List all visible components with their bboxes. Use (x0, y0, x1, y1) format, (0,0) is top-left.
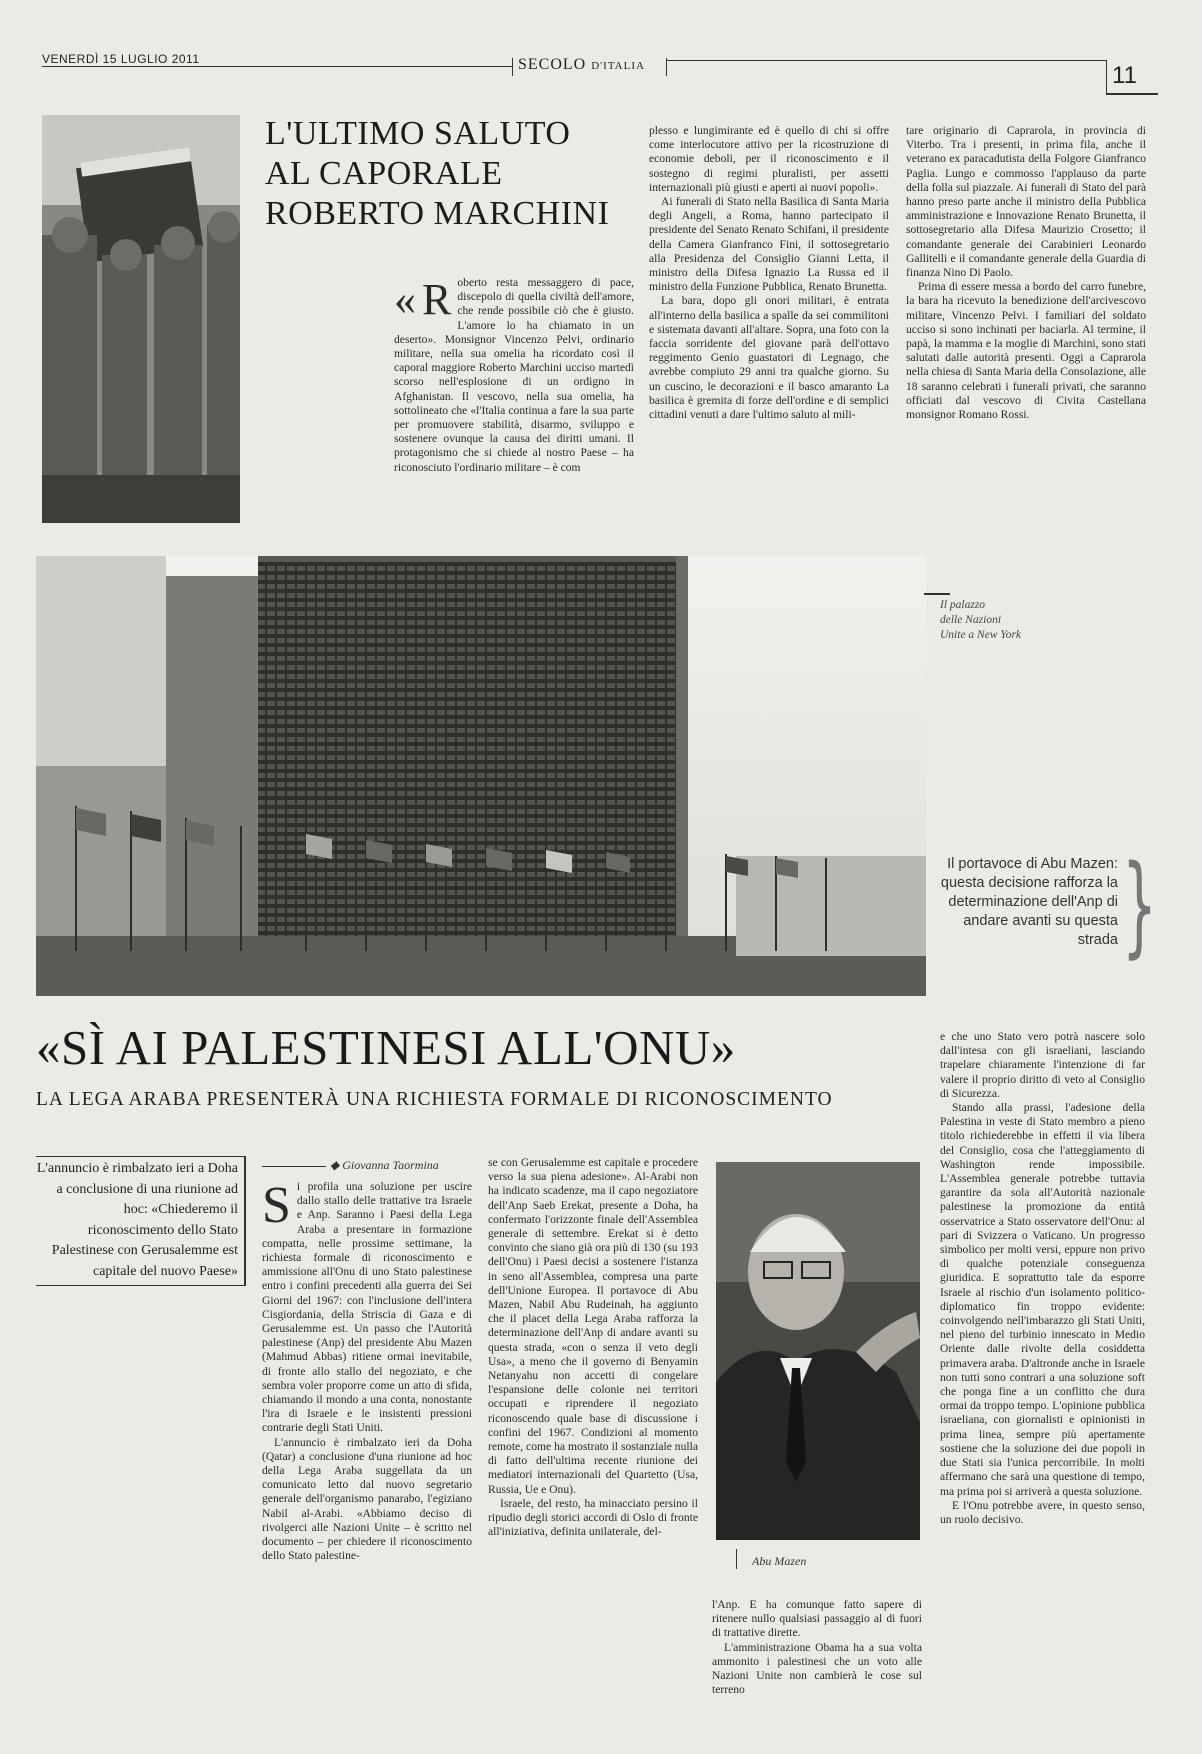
headline1-line: AL CAPORALE (265, 155, 503, 192)
drop-cap: R (422, 276, 452, 324)
masthead-suffix: D'ITALIA (591, 60, 645, 72)
headline1-line: L'ULTIMO SALUTO (265, 115, 571, 152)
photo-caption-tick (736, 1549, 737, 1569)
caption-rule (924, 593, 950, 595)
opening-quote-mark: « (394, 276, 416, 324)
page-number-underline (1106, 93, 1158, 95)
pull-quote-brace: } (1122, 841, 1157, 969)
header-rule-left (42, 66, 512, 67)
article1-lead-paragraph (394, 276, 634, 475)
article2-column-3 (712, 1598, 922, 1734)
un-building-illustration (36, 556, 926, 996)
caption-line: Il palazzo (940, 599, 986, 611)
drop-cap: S (262, 1180, 291, 1234)
byline-diamond-icon: ◆ (330, 1158, 340, 1172)
un-headquarters-photo (36, 556, 926, 996)
article2-column-4 (940, 1030, 1145, 1734)
byline-rule (262, 1166, 326, 1167)
header-rule-right (666, 60, 1106, 61)
headline1-line: ROBERTO MARCHINI (265, 195, 610, 232)
paragraph: E l'Onu potrebbe avere, in questo senso, un ruolo decisivo. (940, 1498, 1145, 1526)
article2-column-1 (262, 1180, 472, 1734)
article2-lead-text: i profila una soluzione per uscire dallo stallo delle trattative tra Israele e Anp. Saranno i Paesi della Lega Araba a presentare in formazione compatta, nelle prossime settimane, la richiesta formale di riconoscimento e ammissione all'Onu di uno Stato palestinese entro i confini precedenti alla guerra dei Sei Giorni del 1967: con l'inclusione dell'intera Cisgiordania, della Striscia di Gaza e di Gerusalemme est. Un passo che l'Autorità palestinese (Anp) del presidente Abu Mazen (Mahmud Abbas) ritiene ormai inevitabile, di fronte allo stallo del negoziato, e che sembra voler proporre come un atto di sfida, chiamando il mondo a una conta, nonostante l'ira di Israele e le insistenti pressioni contrarie degli Stati Uniti. (262, 1180, 472, 1435)
article2-lead-paragraph (262, 1180, 472, 1436)
paragraph: plesso e lungimirante ed è quello di chi si offre come interlocutore attivo per la ricostruzione di economie deboli, per il riconoscimento e il sostegno di regimi pluralisti, per assetti internazionali più giusti e aperti ai nuovi popoli». (649, 124, 889, 194)
header-tick-left (512, 58, 513, 76)
paragraph: l'Anp. E ha comunque fatto sapere di ritenere nullo qualsiasi passaggio al di fuori di trattative dirette. (712, 1598, 922, 1640)
abu-mazen-photo (716, 1162, 920, 1540)
paragraph: Ai funerali di Stato nella Basilica di Santa Maria degli Angeli, a Roma, hanno partecipato il presidente del Senato Renato Schifani, il presidente della Camera Gianfranco Fini, il sottosegretario alla Presidenza del Consiglio Gianni Letta, il ministro della Difesa Ignazio La Russa ed il ministro della Funzione Pubblica, Renato Brunetta. (649, 195, 889, 294)
paragraph: L'amministrazione Obama ha a sua volta ammonito i palestinesi che un voto alle Nazioni Unite non cambierà le cose sul terreno (712, 1640, 922, 1697)
abu-mazen-illustration (716, 1162, 920, 1540)
article1-column-1 (394, 276, 634, 521)
pull-quote: Il portavoce di Abu Mazen: questa decisione rafforza la determinazione dell'Anp di andare avanti su questa strada (940, 856, 1118, 948)
article2-column-2 (488, 1156, 698, 1734)
soldiers-carrying-coffin-photo (42, 115, 240, 523)
article1-column-3 (906, 124, 1146, 534)
caption-line: Unite a New York (940, 629, 1022, 641)
byline-author: Giovanna Taormina (342, 1158, 439, 1172)
page-number: 11 (1112, 62, 1137, 89)
article2-subhead: LA LEGA ARABA PRESENTERÀ UNA RICHIESTA FORMALE DI RICONOSCIMENTO (36, 1089, 833, 1110)
byline (330, 1158, 439, 1173)
article1-lead-text: oberto resta messaggero di pace, discepolo di quella civiltà dell'amore, che rende possibile ciò che è giusto. L'amore lo ha chiamato in un deserto». Monsignor Vincenzo Pelvi, ordinario militare, nella sua omelia ha ricordato così il caporal maggiore Roberto Marchini ucciso martedì scorso nell'esplosione di un ordigno in Afghanistan. Il vescovo, nella sua omelia, ha sottolineato che «l'Italia continua a fare la sua parte per promuovere stabilità, disarmo, sviluppo e sostenere ovunque la causa dei diritti umani. Il protagonismo che si chiede al nostro Paese – ha riconosciuto l'ordinario militare – è com (394, 276, 634, 474)
paragraph: e che uno Stato vero potrà nascere solo dall'intesa con gli israeliani, lasciando trapelare chiaramente l'intenzione di far valere il proprio diritto di veto al Consiglio di Sicurezza. (940, 1030, 1145, 1100)
masthead-name: SECOLO (518, 56, 587, 73)
abu-mazen-caption: Abu Mazen (752, 1554, 807, 1568)
article1-column-2 (649, 124, 889, 522)
article1-headline (265, 114, 625, 234)
paragraph: Israele, del resto, ha minacciato persino il ripudio degli storici accordi di Oslo di fronte all'iniziativa, definita unilaterale, del- (488, 1496, 698, 1539)
un-photo-caption (940, 598, 1090, 643)
page-number-tick (1106, 60, 1107, 94)
paragraph: La bara, dopo gli onori militari, è entrata all'interno della basilica a spalle da sei commilitoni e sistemata davanti all'altare. Sopra, una foto con la faccia sorridente del giovane parà dell'ottavo reggimento Genio guastatori di Legnago, che avrebbe compiuto 29 anni tra qualche giorno. Su un cuscino, le decorazioni e il basco amaranto La basilica è gremita di forze dell'ordine e di semplici cittadini venuti a dare l'ultimo saluto al mili- (649, 294, 889, 422)
paragraph: Prima di essere messa a bordo del carro funebre, la bara ha ricevuto la benedizione dell'arcivescovo militare, Vincenzo Pelvi. I familiari del soldato ucciso si sono inchinati per baciarla. Al termine, il papà, la mamma e la moglie di Marchini, sono stati salutati dalle autorità presenti. Oggi a Caprarola nella chiesa di Santa Maria della Consolazione, alle 18 saranno celebrati i funerali privati, che saranno officiati dal vescovo di Civita Castellana monsignor Romano Rossi. (906, 280, 1146, 422)
paragraph: Stando alla prassi, l'adesione della Palestina in veste di Stato membro a pieno titolo richiederebbe in effetti il via libera del Consiglio, cosa che l'atteggiamento di Washington rende impossibile. L'Assemblea generale potrebbe tuttavia garantire da sola all'Autorità nazionale palestinese la promozione da entità osservatrice a Stato osservatore dell'Onu: al pari di Svizzera o Vaticano. Un progresso simbolico per molti versi, eppure non privo di qualche potenziale conseguenza giuridica. E soprattutto tale da esporre Israele al rischio d'un isolamento politico-diplomatico fin troppo evidente: coinvolgendo nell'imbarazzo gli Stati Uniti, nel pieno del turbinio innescato in Medio Oriente dalle rivolte della cosiddetta primavera araba. D'altronde anche in Israele non tutti sono contrari a una soluzione soft che ponga fine a un conflitto che dura ormai da troppo tempo. L'opinione pubblica israeliana, con giornalisti e opinionisti in prima linea, sempre più apertamente sostiene che la soluzione dei due popoli in due Stati sia l'unica percorribile. In molti affermano che sarà una questione di tempo, ma prima poi si arriverà a questa soluzione. (940, 1101, 1145, 1498)
paragraph: tare originario di Caprarola, in provincia di Viterbo. Tra i presenti, in prima fila, anche il veterano ex paracadutista della Folgore Gianfranco Paglia. Lungo e commosso l'applauso da parte della folla sul piazzale. Ai funerali di Stato del parà hanno preso parte anche il ministro della Pubblica amministrazione e Innovazione Renato Brunetta, il sottosegretario alla Difesa Maurizio Crosetto; il comandante generale dei Carabinieri Leonardo Gallitelli e il comandante generale della Guardia di finanza Nino Di Paolo. (906, 124, 1146, 280)
paragraph: se con Gerusalemme est capitale e procedere verso la sua piena adesione». Al-Arabi non ha indicato scadenze, ma il capo negoziatore dell'Anp Saeb Erekat, presente a Doha, ha confermato l'orizzonte finale dell'Assemblea generale di settembre. Erekat si è detto convinto che siano già ora più di 130 (su 193 dell'Onu) i Paesi decisi a sostenere l'istanza in seno all'Assemblea, compresa una parte dell'Unione Europea. Il portavoce di Abu Mazen, Nabil Abu Rudeinah, ha aggiunto che il placet della Lega Araba rafforza la determinazione dell'Anp di andare avanti su questa strada, «con o senza il veto degli Usa», a meno che il governo di Benyamin Netanyahu non accetti di congelare l'espansione delle colonie nei territori occupati e riprendere il negoziato riconoscendo quale base di discussione i confini del 1967. Condizioni al momento remote, come ha mostrato il sostanziale nulla di fatto dell'ultima recente riunione dei mediatori internazionali del Quartetto (Usa, Russia, Ue e Onu). (488, 1156, 698, 1496)
caption-line: delle Nazioni (940, 614, 1002, 626)
header-date: VENERDÌ 15 LUGLIO 2011 (42, 52, 200, 66)
paragraph: L'annuncio è rimbalzato ieri da Doha (Qatar) a conclusione d'una riunione ad hoc della Lega Araba suggellata da un comunicato letto dal nuovo segretario generale dell'organismo panarabo, l'egiziano Nabil al-Arabi. «Abbiamo deciso di rivolgerci alle Nazioni Unite – è scritto nel documento – per chiedere il riconoscimento dello Stato palestine- (262, 1435, 472, 1563)
masthead (518, 56, 645, 74)
highlight-quote-box: L'annuncio è rimbalzato ieri a Doha a conclusione di una riunione ad hoc: «Chiederemo il riconoscimento dello Stato Palestinese con Gerusalemme est capitale del nuovo Paese» (36, 1156, 246, 1286)
article2-headline: «SÌ AI PALESTINESI ALL'ONU» (36, 1020, 736, 1075)
soldiers-photo-illustration (42, 115, 240, 523)
